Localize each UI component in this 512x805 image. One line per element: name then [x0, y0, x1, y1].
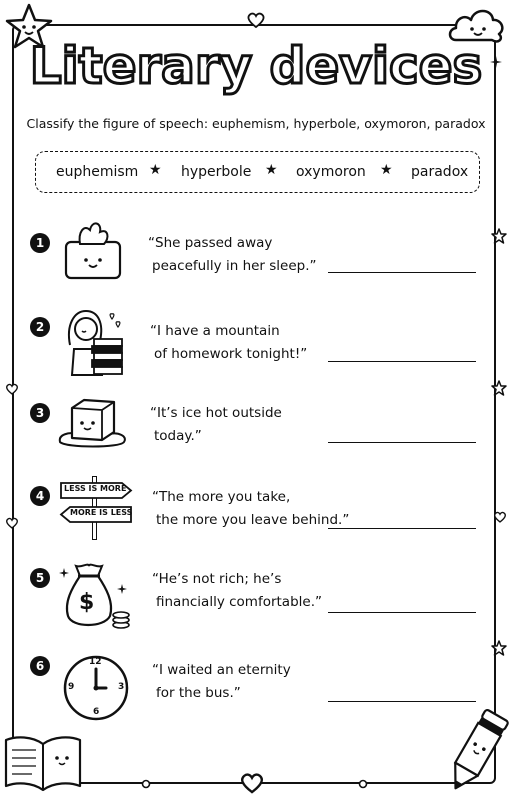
- heart-icon: [239, 770, 265, 796]
- item-quote: [150, 320, 307, 366]
- star-icon: ★: [265, 162, 278, 178]
- sign-less-is-more: LESS IS MORE: [64, 484, 127, 493]
- star-icon: ★: [149, 162, 162, 178]
- item-quote: [152, 486, 349, 532]
- heart-icon: [246, 10, 266, 30]
- clock-number-3: 3: [118, 682, 125, 692]
- word-bank-euphemism: euphemism: [56, 164, 139, 180]
- quote-line-1: “It’s ice hot outside: [150, 405, 282, 421]
- item-quote: [152, 568, 322, 614]
- clock-icon: [62, 654, 130, 722]
- item-number: 1: [30, 233, 50, 253]
- quote-line-2: for the bus.”: [156, 685, 241, 701]
- word-bank-paradox: paradox: [411, 164, 469, 180]
- item-quote: [152, 659, 291, 705]
- star-outline-icon: [491, 228, 507, 244]
- answer-line[interactable]: [328, 701, 476, 702]
- word-bank-hyperbole: hyperbole: [181, 164, 252, 180]
- girl-holding-books-icon: [60, 305, 126, 377]
- star-icon: ★: [380, 162, 393, 178]
- heart-icon: [5, 516, 19, 530]
- star-outline-icon: [491, 380, 507, 396]
- quote-line-2: financially comfortable.”: [156, 594, 322, 610]
- sign-more-is-less: MORE IS LESS: [70, 508, 133, 517]
- item-number: 5: [30, 568, 50, 588]
- tissue-box-icon: [62, 218, 124, 282]
- item-quote: [150, 402, 282, 448]
- item-number: 4: [30, 486, 50, 506]
- quote-line-1: “He’s not rich; he’s: [152, 571, 282, 587]
- answer-line[interactable]: [328, 442, 476, 443]
- divider-dot-icon: [141, 779, 151, 789]
- quote-line-1: “The more you take,: [152, 489, 291, 505]
- melting-ice-cube-icon: [56, 396, 130, 450]
- divider-dot-icon: [358, 779, 368, 789]
- heart-icon: [5, 382, 19, 396]
- quote-line-1: “I waited an eternity: [152, 662, 291, 678]
- clock-number-6: 6: [93, 707, 100, 717]
- signpost-icon: [58, 474, 134, 540]
- answer-line[interactable]: [328, 361, 476, 362]
- star-outline-icon: [491, 640, 507, 656]
- word-bank-oxymoron: oxymoron: [296, 164, 366, 180]
- instructions-text: Classify the figure of speech: euphemism, hyperbole, oxymoron, paradox: [26, 116, 486, 131]
- quote-line-2: peacefully in her sleep.”: [152, 258, 317, 274]
- clock-number-12: 12: [89, 657, 102, 667]
- quote-line-1: “She passed away: [148, 235, 273, 251]
- money-bag-icon: [58, 558, 134, 632]
- open-book-icon: [2, 728, 84, 792]
- quote-line-2: today.”: [154, 428, 202, 444]
- heart-icon: [493, 510, 507, 524]
- smiling-pencil-icon: [446, 704, 508, 798]
- item-number: 2: [30, 317, 50, 337]
- page-title: Literary devices: [29, 37, 483, 95]
- word-bank: [35, 151, 480, 193]
- item-quote: [148, 232, 317, 278]
- clock-number-9: 9: [68, 682, 75, 692]
- answer-line[interactable]: [328, 272, 476, 273]
- item-number: 6: [30, 656, 50, 676]
- dollar-sign: $: [79, 590, 95, 615]
- answer-line[interactable]: [328, 612, 476, 613]
- quote-line-1: “I have a mountain: [150, 323, 280, 339]
- answer-line[interactable]: [328, 528, 476, 529]
- quote-line-2: the more you leave behind.”: [156, 512, 350, 528]
- quote-line-2: of homework tonight!”: [154, 346, 308, 362]
- item-number: 3: [30, 403, 50, 423]
